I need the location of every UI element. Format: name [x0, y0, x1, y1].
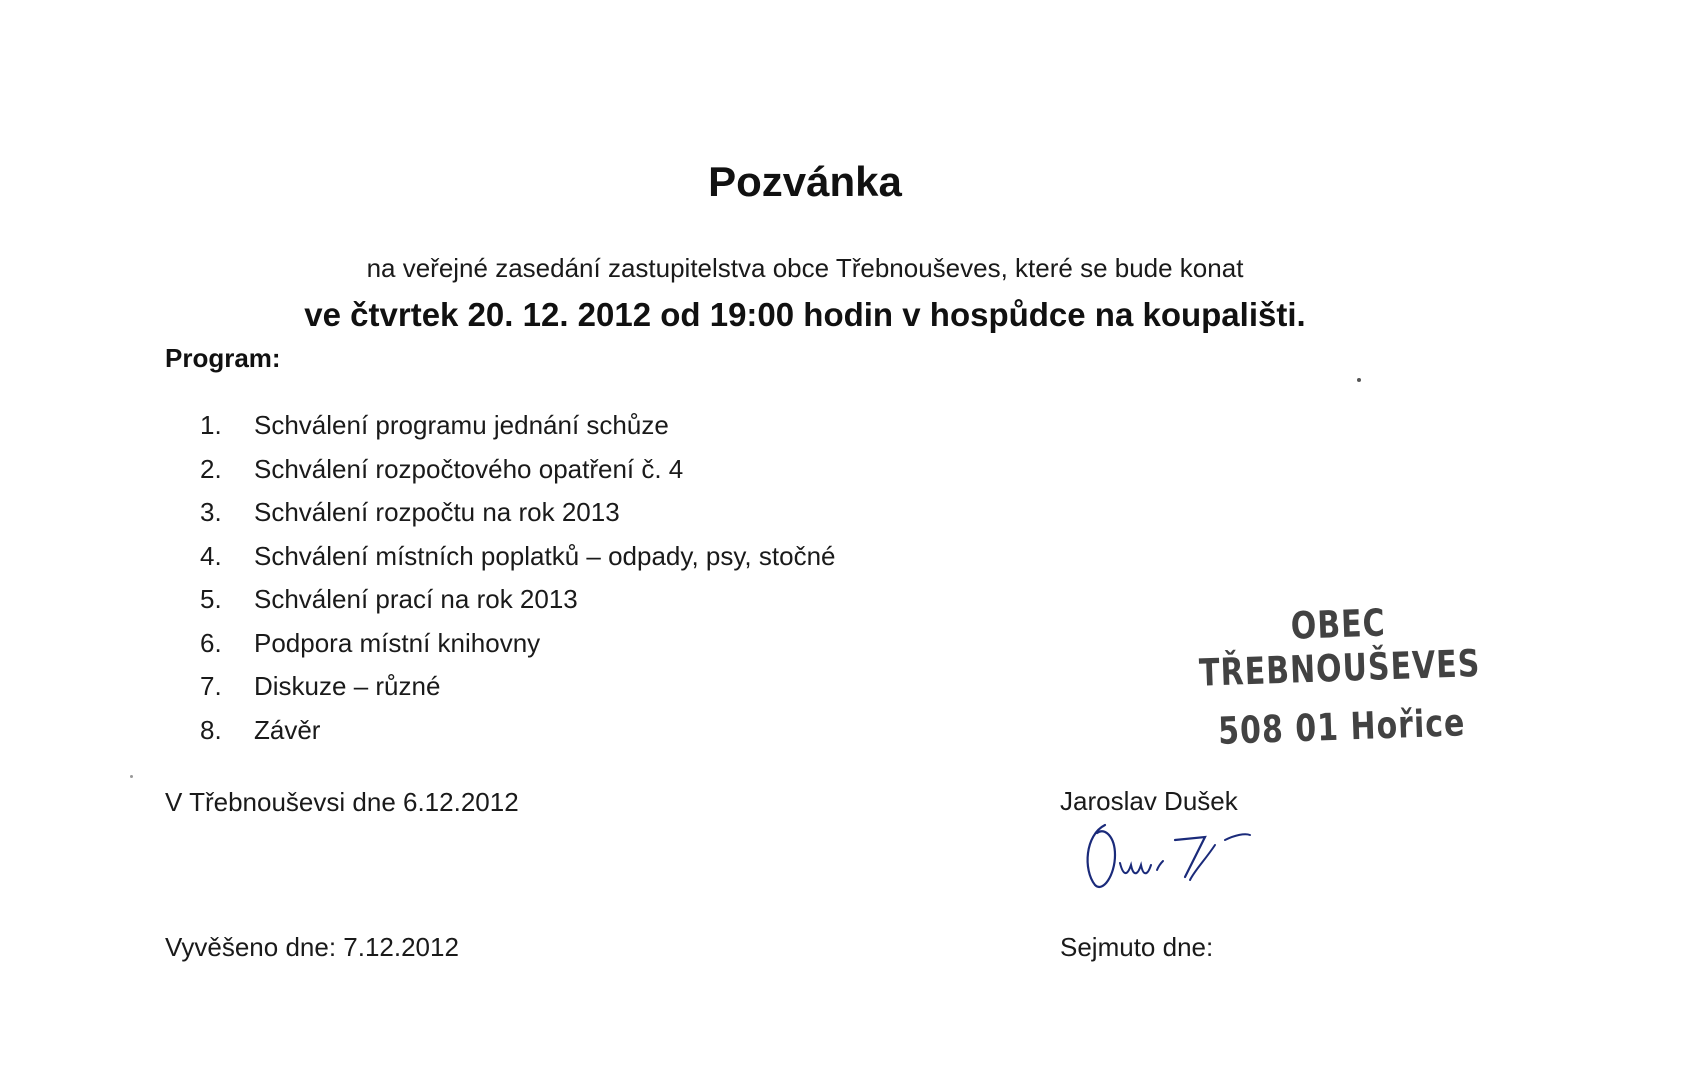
agenda-item [200, 454, 835, 498]
agenda-item [200, 497, 835, 541]
agenda-item [200, 628, 835, 672]
agenda-item [200, 715, 835, 759]
agenda-item [200, 584, 835, 628]
agenda-item-text: Schválení rozpočtového opatření č. 4 [254, 453, 684, 484]
agenda-item-number: 6. [200, 627, 222, 658]
agenda-item-text: Schválení prací na rok 2013 [254, 584, 578, 614]
agenda-item-text: Schválení programu jednání schůze [254, 410, 669, 440]
stamp-line-name: OBEC TŘEBNOUŠEVES [1198, 601, 1482, 696]
scan-speck [130, 775, 133, 778]
scan-speck [1357, 378, 1361, 382]
stamp-line-address: 508 01 Hořice [1217, 701, 1467, 754]
meeting-date-line: ve čtvrtek 20. 12. 2012 od 19:00 hodin v hospůdce na koupališti. [304, 296, 1306, 333]
handwritten-signature [1075, 815, 1265, 895]
posted-date: Vyvěšeno dne: 7.12.2012 [165, 932, 459, 962]
agenda-item-number: 7. [200, 671, 222, 701]
agenda-item-text: Podpora místní knihovny [254, 627, 541, 658]
agenda-item [200, 410, 835, 454]
program-heading: Program: [165, 343, 281, 373]
agenda-item-number: 5. [200, 584, 222, 614]
municipal-stamp [1148, 597, 1533, 756]
agenda-item-number: 2. [200, 453, 222, 484]
removed-date: Sejmuto dne: [1060, 932, 1214, 962]
agenda-item-text: Schválení rozpočtu na rok 2013 [254, 497, 620, 527]
agenda-item-number: 4. [200, 540, 222, 571]
agenda-item-text: Diskuze – různé [254, 671, 441, 701]
place-and-date: V Třebnouševsi dne 6.12.2012 [165, 787, 519, 817]
agenda-item-number: 1. [200, 410, 222, 440]
intro-text: na veřejné zasedání zastupitelstva obce Třebnouševes, které se bude konat [366, 253, 1244, 283]
document-title: Pozvánka [708, 158, 902, 205]
signer-name: Jaroslav Dušek [1060, 786, 1238, 816]
agenda-item [200, 671, 835, 715]
agenda-item-number: 8. [200, 714, 222, 745]
agenda-item-number: 3. [200, 497, 222, 527]
agenda-list [200, 410, 835, 758]
agenda-item-text: Schválení místních poplatků – odpady, psy, stočné [254, 540, 836, 571]
agenda-item-text: Závěr [254, 714, 321, 745]
agenda-item [200, 541, 835, 585]
